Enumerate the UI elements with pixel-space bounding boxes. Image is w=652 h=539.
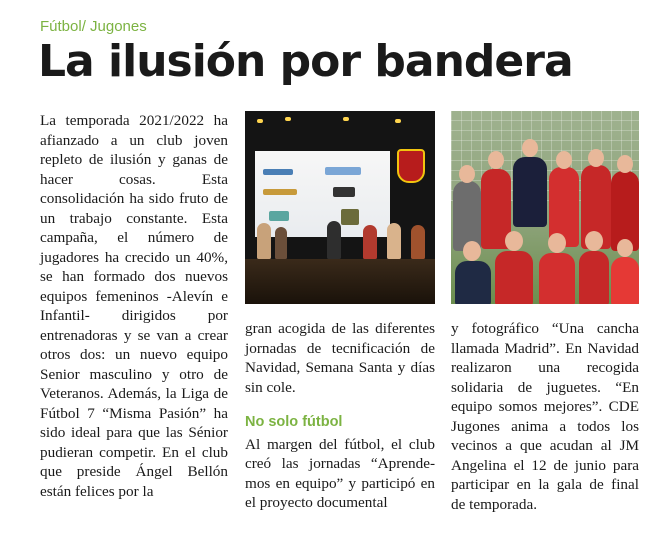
photo-team: [451, 111, 639, 304]
article-column-1: [40, 111, 228, 501]
article-column-2: [245, 319, 435, 513]
body-text: gran acogida de las diferentes jornadas de tecnificación de Navidad, Semana Santa y días sin cole.: [245, 320, 435, 396]
photo-stage-event: [245, 111, 435, 304]
body-text: La temporada 2021/2022 ha afianzado a un club joven repleto de ilusión y ganas de hacer cosas. Esta consolidación ha sido fruto de un trabajo constante. Esta campaña, el número de jugadores ha crecido un 40%, se han formado dos nuevos equipos femeninos -Alevín e Infantil- dirigidos por entrenadoras y se van a crear otros dos: un nuevo equipo Senior masculino y otro de Veteranos. Además, la Liga de Fútbol 7 “Misma Pasión” ha sido ideal para que las Sénior pudieran competir. En el club que preside Ángel Bellón están felices por la: [40, 112, 228, 500]
section-label: Fútbol/ Jugones: [40, 18, 147, 35]
headline: La ilusión por bandera: [38, 36, 573, 87]
body-text: Al margen del fútbol, el club creó las jornadas “Aprendemos en equipo” y participó en el proyecto documental: [245, 435, 435, 511]
subheading: No solo fútbol: [245, 414, 343, 430]
article-column-3: [451, 319, 639, 514]
body-text: y fotográfico “Una cancha llamada Madrid”. En Navidad realizaron una recogida solidaria de juguetes. “En equipo somos mejores”. CDE Jugones anima a todos los vecinos a que acudan al JM Angelina el 12 de junio para participar en la gala de final de temporada.: [451, 320, 639, 513]
club-crest-banner: [397, 149, 425, 183]
